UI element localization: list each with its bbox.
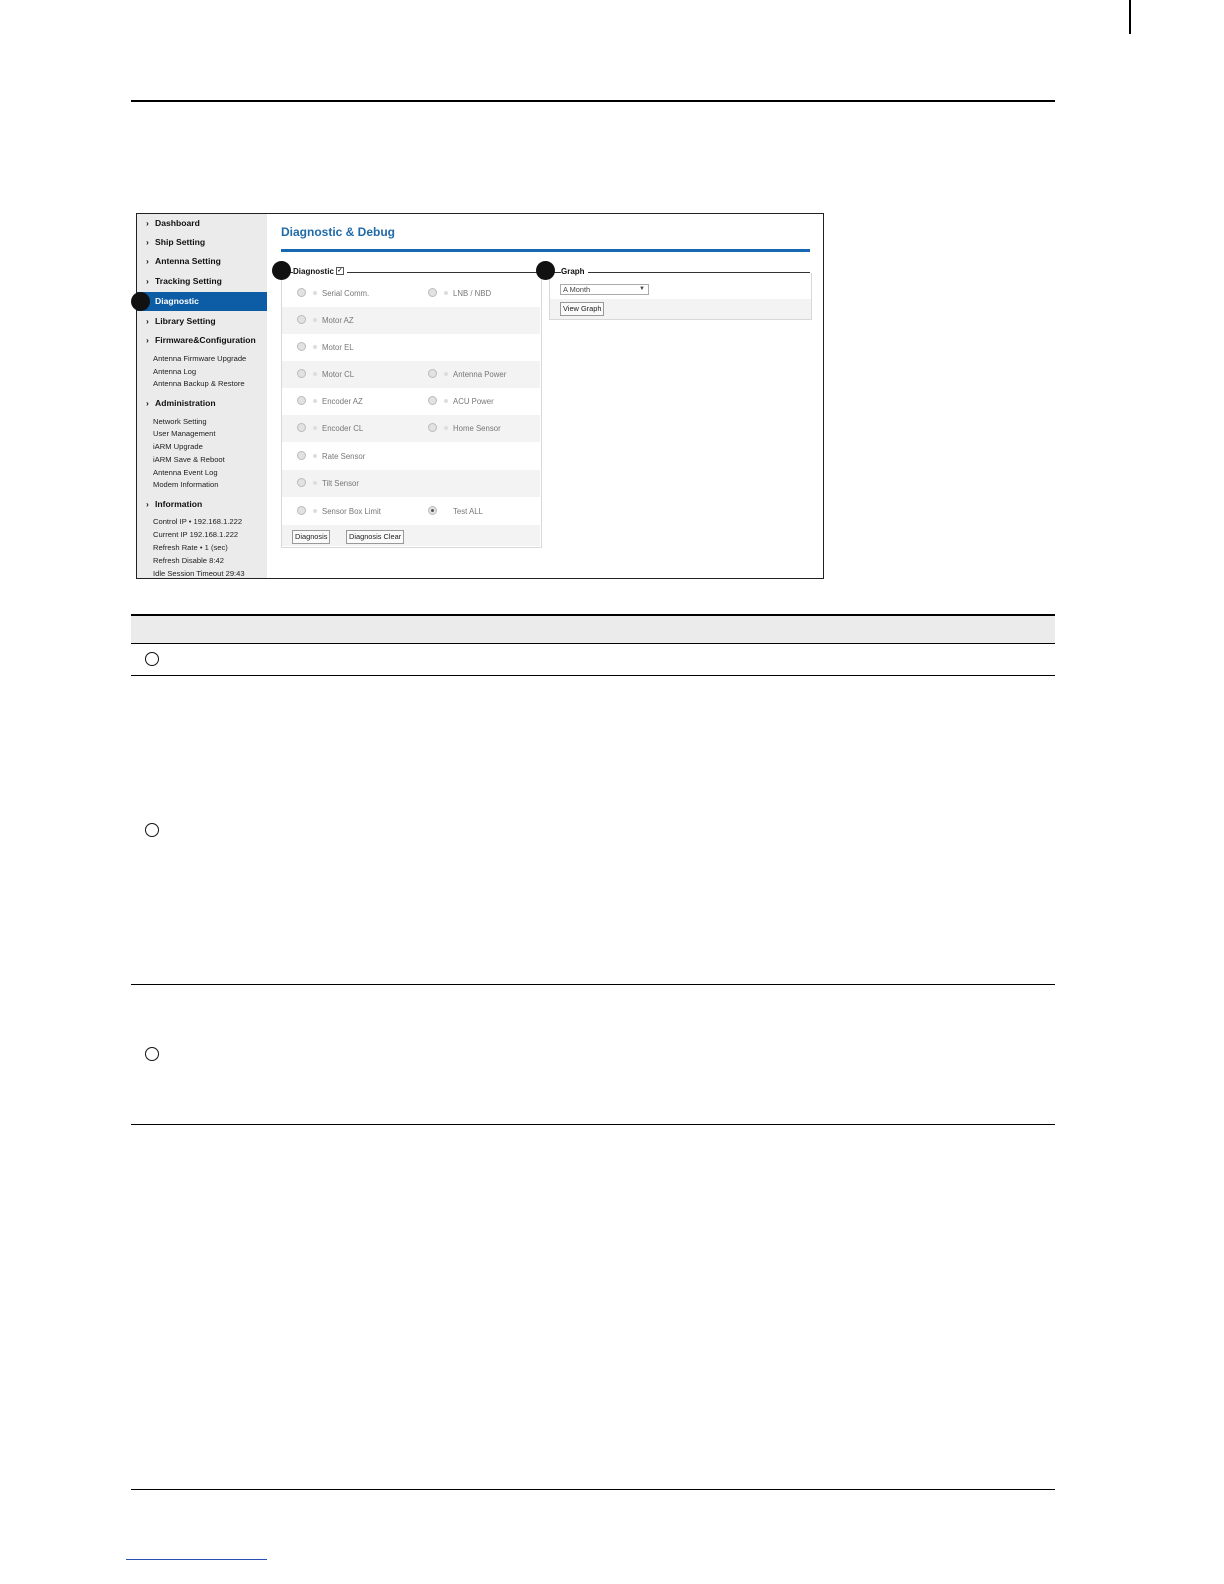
option-motor-el[interactable] xyxy=(297,334,354,361)
diagnostic-panel xyxy=(281,273,542,548)
option-rate-sensor[interactable] xyxy=(297,443,365,470)
option-antenna-power[interactable] xyxy=(428,361,506,388)
diagnosis-button[interactable]: Diagnosis xyxy=(292,530,330,544)
info-idle-session-timeout: Idle Session Timeout 29:43 xyxy=(153,569,245,578)
footer-rule xyxy=(131,1489,1055,1490)
diag-row xyxy=(282,361,540,388)
title-underline xyxy=(281,249,810,252)
row-marker-2-icon xyxy=(145,823,159,837)
option-motor-cl[interactable] xyxy=(297,361,354,388)
diag-row xyxy=(282,498,540,525)
option-label: ACU Power xyxy=(453,397,494,406)
option-label: Sensor Box Limit xyxy=(322,507,381,516)
radio-icon[interactable] xyxy=(297,506,306,515)
radio-icon[interactable] xyxy=(297,423,306,432)
diag-row xyxy=(282,388,540,415)
option-label: Serial Comm. xyxy=(322,289,370,298)
diagnostic-legend-label: Diagnostic xyxy=(293,267,334,276)
graph-panel xyxy=(549,273,812,320)
status-dot-icon xyxy=(313,454,317,458)
diag-row xyxy=(282,334,540,361)
option-motor-az[interactable] xyxy=(297,307,354,334)
diag-row xyxy=(282,470,540,497)
nav-label: Library Setting xyxy=(155,316,216,326)
option-label: Home Sensor xyxy=(453,424,501,433)
nav-administration[interactable]: › Administration xyxy=(146,398,216,408)
dropdown-arrow-icon: ▼ xyxy=(639,286,645,292)
info-current-ip: Current IP 192.168.1.222 xyxy=(153,530,239,539)
nav-label: Firmware&Configuration xyxy=(155,335,256,345)
info-refresh-rate: Refresh Rate • 1 (sec) xyxy=(153,543,228,552)
nav-antenna-backup-restore[interactable]: Antenna Backup & Restore xyxy=(153,379,245,388)
table-header xyxy=(131,616,1055,644)
info-control-ip: Control IP • 192.168.1.222 xyxy=(153,517,243,526)
nav-library-setting[interactable]: › Library Setting xyxy=(146,316,216,326)
option-encoder-cl[interactable] xyxy=(297,415,363,442)
nav-label: Antenna Setting xyxy=(155,256,221,266)
option-tilt-sensor[interactable] xyxy=(297,470,359,497)
nav-label: Ship Setting xyxy=(155,237,206,247)
callout-badge-3 xyxy=(536,261,555,280)
nav-label: Administration xyxy=(155,398,216,408)
radio-icon[interactable] xyxy=(428,396,437,405)
status-dot-icon xyxy=(313,509,317,513)
option-label: Encoder AZ xyxy=(322,397,363,406)
status-dot-icon xyxy=(313,291,317,295)
sidebar xyxy=(137,214,267,578)
nav-network-setting[interactable]: Network Setting xyxy=(153,417,207,426)
nav-label: Tracking Setting xyxy=(155,276,222,286)
table-row-rule xyxy=(131,675,1055,676)
table-bottom-rule xyxy=(131,1124,1055,1125)
option-label: Motor EL xyxy=(322,343,354,352)
option-label: LNB / NBD xyxy=(453,289,492,298)
option-encoder-az[interactable] xyxy=(297,388,363,415)
status-dot-icon xyxy=(313,345,317,349)
row-marker-3-icon xyxy=(145,1047,159,1061)
graph-period-value: A Month xyxy=(563,285,591,294)
option-label: Motor AZ xyxy=(322,316,354,325)
nav-antenna-log[interactable]: Antenna Log xyxy=(153,367,197,376)
nav-label: Dashboard xyxy=(155,218,200,228)
graph-legend: Graph xyxy=(561,267,588,276)
radio-icon[interactable] xyxy=(297,315,306,324)
nav-dashboard[interactable]: › Dashboard xyxy=(146,218,200,228)
nav-antenna-setting[interactable]: › Antenna Setting xyxy=(146,256,221,266)
diagnostic-checkbox[interactable]: ✓ xyxy=(337,267,343,274)
option-lnb-nbd[interactable] xyxy=(428,280,491,307)
radio-selected-icon[interactable] xyxy=(428,506,437,515)
nav-iarm-save-reboot[interactable]: iARM Save & Reboot xyxy=(153,455,225,464)
diag-row xyxy=(282,280,540,307)
radio-icon[interactable] xyxy=(428,288,437,297)
nav-antenna-firmware-upgrade[interactable]: Antenna Firmware Upgrade xyxy=(153,354,247,363)
option-label: Tilt Sensor xyxy=(322,479,359,488)
info-refresh-disable: Refresh Disable 8:42 xyxy=(153,556,224,565)
option-label: Test ALL xyxy=(453,507,483,516)
graph-button-row xyxy=(550,299,811,319)
nav-user-management[interactable]: User Management xyxy=(153,429,216,438)
radio-icon[interactable] xyxy=(428,369,437,378)
nav-modem-information[interactable]: Modem Information xyxy=(153,480,219,489)
option-label: Encoder CL xyxy=(322,424,364,433)
view-graph-button[interactable]: View Graph xyxy=(560,302,604,316)
table-row-rule xyxy=(131,984,1055,985)
nav-antenna-event-log[interactable]: Antenna Event Log xyxy=(153,468,218,477)
nav-label: Diagnostic xyxy=(155,296,199,306)
status-dot-icon xyxy=(444,372,448,376)
diagnosis-clear-button[interactable]: Diagnosis Clear xyxy=(346,530,404,544)
web-ui-screenshot xyxy=(136,213,824,579)
option-label: Rate Sensor xyxy=(322,452,366,461)
table-header-rule xyxy=(131,643,1055,644)
status-dot-icon xyxy=(313,318,317,322)
diag-row xyxy=(282,415,540,442)
page-title: Diagnostic & Debug xyxy=(281,225,396,239)
footer-link-underline xyxy=(126,1559,267,1560)
status-dot-icon xyxy=(313,426,317,430)
page-edge-mark xyxy=(1129,0,1131,34)
radio-icon[interactable] xyxy=(297,396,306,405)
radio-icon[interactable] xyxy=(297,451,306,460)
nav-iarm-upgrade[interactable]: iARM Upgrade xyxy=(153,442,203,451)
graph-period-select[interactable] xyxy=(560,284,649,295)
option-serial-comm[interactable] xyxy=(297,280,369,307)
option-acu-power[interactable] xyxy=(428,388,494,415)
callout-badge-1 xyxy=(131,292,150,311)
radio-icon[interactable] xyxy=(297,478,306,487)
status-dot-icon xyxy=(313,372,317,376)
radio-icon[interactable] xyxy=(428,423,437,432)
option-sensor-box-limit[interactable] xyxy=(297,498,381,525)
nav-tracking-setting[interactable]: › Tracking Setting xyxy=(146,276,222,286)
callout-badge-2 xyxy=(272,261,291,280)
diag-button-row xyxy=(282,525,540,546)
status-dot-icon xyxy=(444,399,448,403)
radio-icon[interactable] xyxy=(297,342,306,351)
option-label: Antenna Power xyxy=(453,370,507,379)
nav-firmware-configuration[interactable]: › Firmware&Configuration xyxy=(146,335,256,345)
status-dot-icon xyxy=(444,426,448,430)
status-dot-icon xyxy=(444,291,448,295)
radio-icon[interactable] xyxy=(297,369,306,378)
diag-row xyxy=(282,307,540,334)
option-test-all[interactable] xyxy=(428,498,483,525)
status-dot-icon xyxy=(313,481,317,485)
nav-diagnostic[interactable] xyxy=(137,292,267,311)
status-dot-icon xyxy=(313,399,317,403)
radio-icon[interactable] xyxy=(297,288,306,297)
nav-ship-setting[interactable]: › Ship Setting xyxy=(146,237,206,247)
option-label: Motor CL xyxy=(322,370,355,379)
diag-row xyxy=(282,443,540,470)
row-marker-1-icon xyxy=(145,652,159,666)
nav-information[interactable]: › Information xyxy=(146,499,203,509)
option-home-sensor[interactable] xyxy=(428,415,501,442)
header-rule xyxy=(131,100,1055,102)
nav-label: Information xyxy=(155,499,203,509)
